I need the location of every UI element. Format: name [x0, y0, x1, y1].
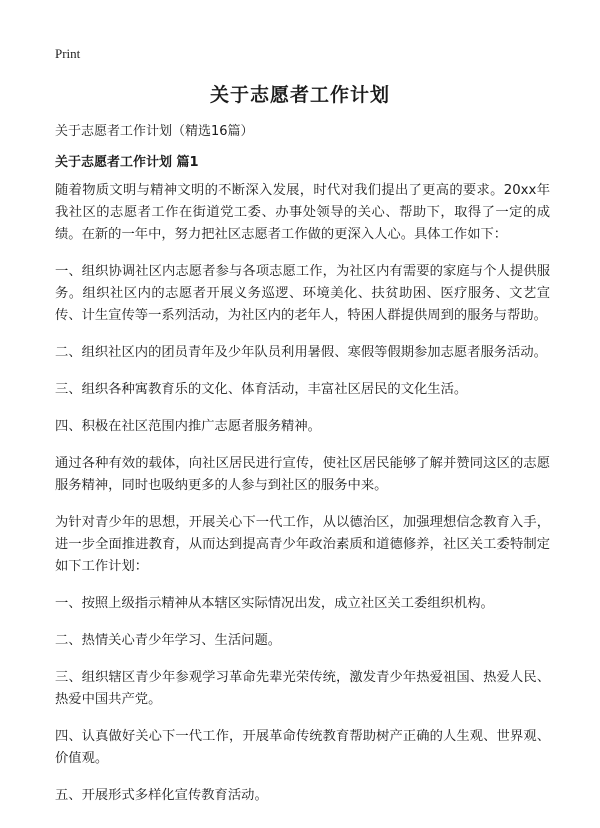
section-heading: 关于志愿者工作计划 篇1 [55, 155, 199, 170]
document-body [55, 180, 550, 822]
paragraph: 四、积极在社区范围内推广志愿者服务精神。 [55, 419, 321, 434]
paragraph: 为针对青少年的思想，开展关心下一代工作，从以德治区，加强理想信念教育入手，进一步全面推进教育，从而达到提高青少年政治素质和道德修养，社区关工委特制定如下工作计划： [55, 515, 550, 574]
paragraph: 随着物质文明与精神文明的不断深入发展，时代对我们提出了更高的要求。20xx年我社区的志愿者工作在街道党工委、办事处领导的关心、帮助下，取得了一定的成绩。在新的一年中，努力把社区志愿者工作做的更深入人心。具体工作如下： [55, 183, 550, 242]
paragraph: 五、开展形式多样化宣传教育活动。 [55, 788, 268, 803]
paragraph: 一、组织协调社区内志愿者参与各项志愿工作，为社区内有需要的家庭与个人提供服务。组织社区内的志愿者开展义务巡逻、环境美化、扶贫助困、医疗服务、文艺宣传、计生宣传等一系列活动，为社区内的老年人，特困人群提供周到的服务与帮助。 [55, 264, 550, 323]
paragraph: 三、组织各种寓教育乐的文化、体育活动，丰富社区居民的文化生活。 [55, 382, 468, 397]
document-subtitle: 关于志愿者工作计划（精选16篇） [55, 124, 254, 139]
page-title: 关于志愿者工作计划 [209, 84, 390, 106]
print-link[interactable]: Print [55, 46, 81, 61]
paragraph: 一、按照上级指示精神从本辖区实际情况出发，成立社区关工委组织机构。 [55, 596, 494, 611]
paragraph: 二、热情关心青少年学习、生活问题。 [55, 633, 282, 648]
paragraph: 通过各种有效的载体，向社区居民进行宣传，使社区居民能够了解并赞同这区的志愿服务精神，同时也吸纳更多的人参与到社区的服务中来。 [55, 456, 550, 493]
paragraph: 三、组织辖区青少年参观学习革命先辈光荣传统，激发青少年热爱祖国、热爱人民、热爱中国共产党。 [55, 670, 550, 707]
paragraph: 二、组织社区内的团员青年及少年队员利用暑假、寒假等假期参加志愿者服务活动。 [55, 345, 547, 360]
paragraph: 四、认真做好关心下一代工作，开展革命传统教育帮助树产正确的人生观、世界观、价值观。 [55, 729, 550, 766]
